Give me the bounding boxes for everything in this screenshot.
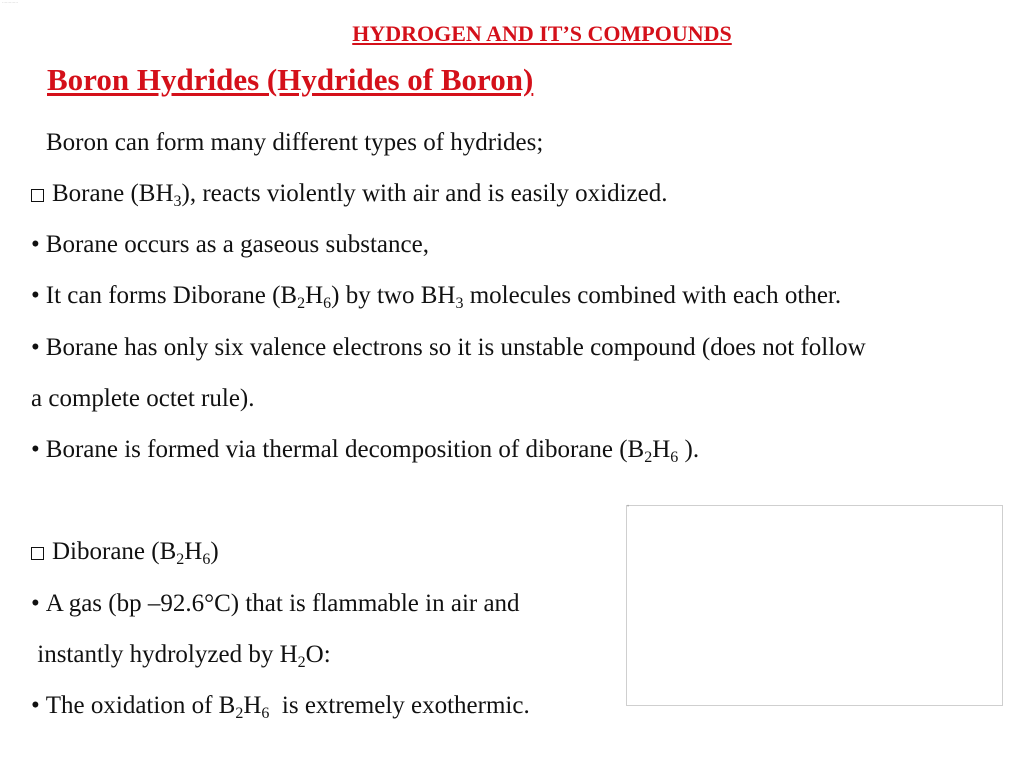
bullet-text: Borane is formed via thermal decomposition of diborane (B xyxy=(45,436,645,463)
diborane-heading xyxy=(31,537,219,567)
subscript: 2 xyxy=(297,654,306,671)
bullet-icon: • xyxy=(31,436,40,463)
subscript: 6 xyxy=(261,705,270,722)
slide-header: HYDROGEN AND IT’S COMPOUNDS xyxy=(352,21,732,46)
subscript: 6 xyxy=(323,295,332,312)
corner-text: ············ xyxy=(2,0,18,5)
borane-bullet-2 xyxy=(31,281,841,311)
subscript: 2 xyxy=(297,295,306,312)
borane-heading xyxy=(31,179,667,209)
bullet-text: It can forms Diborane (B xyxy=(45,282,298,309)
borane-heading-text-a: Borane (BH xyxy=(52,180,174,207)
bullet-icon: • xyxy=(31,282,40,309)
checkbox-square-icon xyxy=(31,189,44,202)
diborane-heading-text: H xyxy=(184,538,203,565)
subscript: 6 xyxy=(202,551,211,568)
checkbox-square-icon xyxy=(31,547,44,560)
diborane-heading-text: Diborane (B xyxy=(52,538,177,565)
bullet-text: ) by two BH xyxy=(331,282,456,309)
borane-bullet-3-cont: a complete octet rule). xyxy=(31,385,255,412)
subscript: 2 xyxy=(644,449,653,466)
borane-heading-text-b: ), reacts violently with air and is easily oxidized. xyxy=(181,180,668,207)
bullet-text: H xyxy=(305,282,324,309)
bullet-icon: • xyxy=(31,334,40,361)
borane-bullet-1 xyxy=(31,230,429,260)
subscript: 3 xyxy=(173,193,182,210)
slide-title: Boron Hydrides (Hydrides of Boron) xyxy=(47,62,534,97)
image-corner-mark: • xyxy=(627,504,630,510)
subscript: 2 xyxy=(235,705,244,722)
subscript: 3 xyxy=(455,295,464,312)
diborane-heading-text: ) xyxy=(210,538,219,565)
diborane-bullet-1-cont xyxy=(31,640,331,670)
borane-bullet-4 xyxy=(31,435,699,465)
bullet-text: Borane occurs as a gaseous substance, xyxy=(45,231,429,258)
bullet-text: H xyxy=(243,692,262,719)
bullet-text: A gas (bp –92.6°C) that is flammable in air and xyxy=(45,590,520,617)
bullet-text: The oxidation of B xyxy=(45,692,236,719)
subscript: 6 xyxy=(670,449,679,466)
bullet-icon: • xyxy=(31,692,40,719)
borane-bullet-3 xyxy=(31,333,866,363)
diborane-bullet-1 xyxy=(31,589,520,619)
bullet-text: H xyxy=(652,436,671,463)
image-placeholder xyxy=(626,505,1003,706)
intro-text: Boron can form many different types of hydrides; xyxy=(46,129,544,156)
bullet-text: instantly hydrolyzed by H xyxy=(31,641,298,668)
bullet-text: Borane has only six valence electrons so it is unstable compound (does not follow xyxy=(45,334,866,361)
bullet-icon: • xyxy=(31,590,40,617)
bullet-text: O: xyxy=(305,641,331,668)
bullet-icon: • xyxy=(31,231,40,258)
bullet-text: molecules combined with each other. xyxy=(463,282,842,309)
diborane-bullet-2 xyxy=(31,691,530,721)
subscript: 2 xyxy=(176,551,185,568)
bullet-text: is extremely exothermic. xyxy=(269,692,530,719)
bullet-text: ). xyxy=(678,436,700,463)
